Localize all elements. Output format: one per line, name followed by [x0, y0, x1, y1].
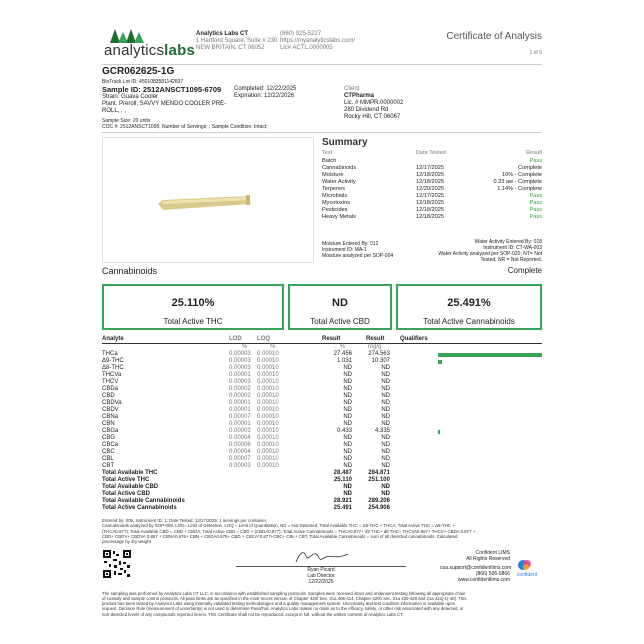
lab-address-2: NEW BRITAIN, CT 06052: [196, 44, 265, 51]
cannabinoid-notes: Entered by: 005, Instrument ID: 1; Date Tested: 12/17/2025; 1 servings per container. Cannabinoids analyzed by SOP-009. LOD= Limit of Detection, LOQ = Limit of Quantitation, ND = Not Detected. Total Available THC = Δ9-THC + THCA, Total Active THC = Δ9-THC + (THCA0.877), Total Available CBD = CBD + CBDA, Total Active CBD = CBD + (CBDA0.877), Total Active Cannabinoids = THCA0.877+ d9 THC+ d8 THC+ THCVA0.867+ THCV+ CBDA 0.877 + CBD+ CBDV+ CBDVA 0.867 + CBNA0.876+ CBN + CBGA0.878+ CBG + CBCA*0.877+CBC+ CBL+ CBT, Total Available Cannabinoids = sum of all detected cannabinoids. Calculated percentage by dry weight: [102, 518, 476, 545]
analytics-labs-logo: analyticslabs: [104, 42, 195, 59]
cannabinoids-status: Complete: [507, 266, 542, 275]
doc-title: Certificate of Analysis: [446, 31, 542, 42]
section-divider: [102, 132, 542, 133]
analyte-row: CBD 0.00002 0.00010 ND ND: [102, 393, 390, 399]
summary-row: Terpenes 12/20/2025 1.14% - Complete: [322, 186, 542, 192]
summary-row: Mycotoxins 12/18/2025 Pass: [322, 200, 542, 206]
summary-row: Water Activity 12/18/2025 0.33 aw - Complete: [322, 179, 542, 185]
sample-id: Sample ID: 2512ANSCT1095-6709: [102, 85, 222, 94]
signatory: Ryan Picard Lab Director 12/22/2025: [307, 567, 335, 585]
lab-license: Lic# ACTL.0000005: [280, 44, 333, 51]
total-row: Total Active CBD ND ND: [102, 491, 390, 497]
lab-name: Analytics Labs CT: [196, 31, 249, 37]
lims-email-link[interactable]: coa.support@confidentlims.com: [440, 565, 512, 571]
lims-info: Confident LIMS All Rights Reserved coa.support@confidentlims.com (866) 506-5866 www.confidentlims.com: [440, 550, 512, 583]
analyte-row: THCVa 0.00001 0.00010 ND ND: [102, 372, 390, 378]
sample-details: [102, 94, 252, 115]
summary-title: Summary: [322, 137, 368, 148]
analyte-table-header: Analyte LOD LOQ Result Result Qualifiers: [102, 336, 542, 344]
client-address-1: 280 Dividend Rd: [344, 106, 389, 113]
summary-row: Microbials 12/17/2025 Pass: [322, 193, 542, 199]
sample-size: Sample Size: 20 units: [102, 118, 151, 124]
client-license: Lic. # MMPR.0000002: [344, 99, 404, 106]
summary-row: Moisture 12/18/2025 10% - Complete: [322, 172, 542, 178]
header-divider: [102, 64, 542, 65]
lab-info: [196, 31, 277, 52]
total-row: Total Available CBD ND ND: [102, 484, 390, 490]
completed-date: Completed: 12/22/2025: [234, 86, 297, 92]
result-bar: [438, 430, 440, 434]
analyte-row: CBNa 0.00007 0.00010 ND ND: [102, 414, 390, 420]
lims-website-link[interactable]: www.confidentlims.com: [458, 577, 510, 583]
analyte-row: CBDVa 0.00001 0.00010 ND ND: [102, 400, 390, 406]
analytics-labs-logo-icon: [110, 29, 144, 43]
total-row: Total Active THC 25.110 251.100: [102, 477, 390, 483]
total-row: Total Available THC 28.487 284.871: [102, 470, 390, 476]
matrix-line-1: Plant, Preroll, SAVVY MENDO COOLER PRE-: [102, 100, 227, 107]
matrix-line-2: ROLL, , ,: [102, 107, 127, 114]
total-active-cbd-box: ND Total Active CBD: [288, 284, 392, 330]
analyte-row: Δ8-THC 0.00003 0.00010 ND ND: [102, 365, 390, 371]
total-active-thc-box: 25.110% Total Active THC: [102, 284, 284, 330]
summary-row: Cannabinoids 12/17/2025 Complete: [322, 165, 542, 171]
analyte-row: CBT 0.00003 0.00010 ND ND: [102, 463, 390, 469]
sample-dates: [234, 86, 296, 100]
analyte-row: Δ9-THC 0.00003 0.00010 1.031 10.307: [102, 358, 542, 365]
client-label: Client: [344, 86, 360, 92]
analyte-row: CBC 0.00004 0.00010 ND ND: [102, 449, 390, 455]
strain: Strain: Guava Cooler: [102, 94, 159, 100]
qr-code-icon[interactable]: [102, 549, 132, 579]
total-active-cannabinoids-box: 25.491% Total Active Cannabinoids: [396, 284, 542, 330]
lab-contact: [280, 31, 355, 52]
analyte-units-row: % % % mg/g: [242, 344, 382, 350]
total-row: Total Available Cannabinoids 28.921 289.206: [102, 498, 390, 504]
lab-address-1: 1 Hartford Square, Suite # 230: [196, 37, 278, 44]
lab-website-link[interactable]: https://myanalyticslabs.com/: [280, 37, 356, 44]
sample-code: GCR062625-1G: [102, 66, 175, 77]
total-row: Total Active Cannabinoids 25.491 254.906: [102, 505, 390, 511]
disclaimer: The sampling was performed by Analytics Labs CT LLC, in accordance with established sampling protocols. Samples were received intact and underwent testing following all appropriate chain of custody and sample control protocols. All pass limits are as specified in the most recent version of Chapter 420f Sec. 21a 408-414, Chapter 420h Sec. 21a 420-429 and 21a 421j-1(-40). This product has been tested by Analytics Labs using internally validated testing methodologies and a quality management system. Uncertainty and test condition information is available upon request. Decision Rule (measurement of uncertainty) is not used to determine Pass/Fail. Analytics Labs makes no claim as to the efficacy, safety, or other risk associated with any detected, or non-detected levels of any compounds reported herein. This Certificate shall not be reproduced, except in full, without the written consent of Analytics Labs CT.: [102, 591, 467, 617]
lab-phone: (860) 925-5227: [280, 31, 322, 37]
coc-info: COC #: 2512ANSCT1095; Number of Servings: ; Sample Condition: Intact;: [102, 124, 268, 130]
cannabinoids-title: Cannabinoids: [102, 266, 158, 276]
summary-row: Pesticides 12/18/2025 Pass: [322, 207, 542, 213]
result-bar: [438, 353, 542, 357]
biotrack-id: BioTrack Lot ID: 4501083581142837: [102, 79, 184, 85]
analyte-row: CBDV 0.00001 0.00010 ND ND: [102, 407, 390, 413]
analyte-row: CBCa 0.00006 0.00010 ND ND: [102, 442, 390, 448]
signature-icon: [292, 548, 352, 566]
confident-logo-text: confident: [516, 572, 538, 578]
preroll-icon: [103, 138, 313, 262]
result-bar: [438, 360, 442, 364]
summary-header: Test Date Tested Result: [322, 150, 542, 156]
analyte-row: CBGa 0.00003 0.00010 0.433 4.335: [102, 428, 542, 435]
analyte-row: THCV 0.00003 0.00010 ND ND: [102, 379, 390, 385]
summary-panel: [322, 137, 542, 221]
client-info: [344, 86, 403, 120]
analyte-row: THCa 0.00003 0.00010 27.456 274.563: [102, 351, 542, 358]
analyte-row: CBL 0.00007 0.00010 ND ND: [102, 456, 390, 462]
analyte-row: CBN 0.00001 0.00010 ND ND: [102, 421, 390, 427]
client-address-2: Rocky Hill, CT 06067: [344, 113, 401, 120]
moisture-notes: Moisture Entered By: 012 Instrument ID: MA-1 Moisture analyzed per SOP-004: [322, 241, 394, 259]
summary-row: Batch Pass: [322, 158, 542, 164]
confident-logo-icon: [517, 558, 533, 572]
analyte-row: CBDa 0.00002 0.00010 ND ND: [102, 386, 390, 392]
summary-row: Heavy Metals 12/18/2025 Pass: [322, 214, 542, 220]
water-activity-notes: Water Activity Entered By: 018 Instrument ID: CT-WA-003 Water Activity analyzed per SOP-020, NT= Not Tested, NR = Not Reported.: [438, 239, 542, 263]
analyte-row: CBG 0.00004 0.00010 ND ND: [102, 435, 390, 441]
client-name: CTPharma: [344, 92, 375, 99]
page-number: 1 of 5: [529, 50, 542, 56]
product-image: [102, 137, 314, 263]
expiration-date: Expiration: 12/22/2026: [234, 92, 295, 99]
